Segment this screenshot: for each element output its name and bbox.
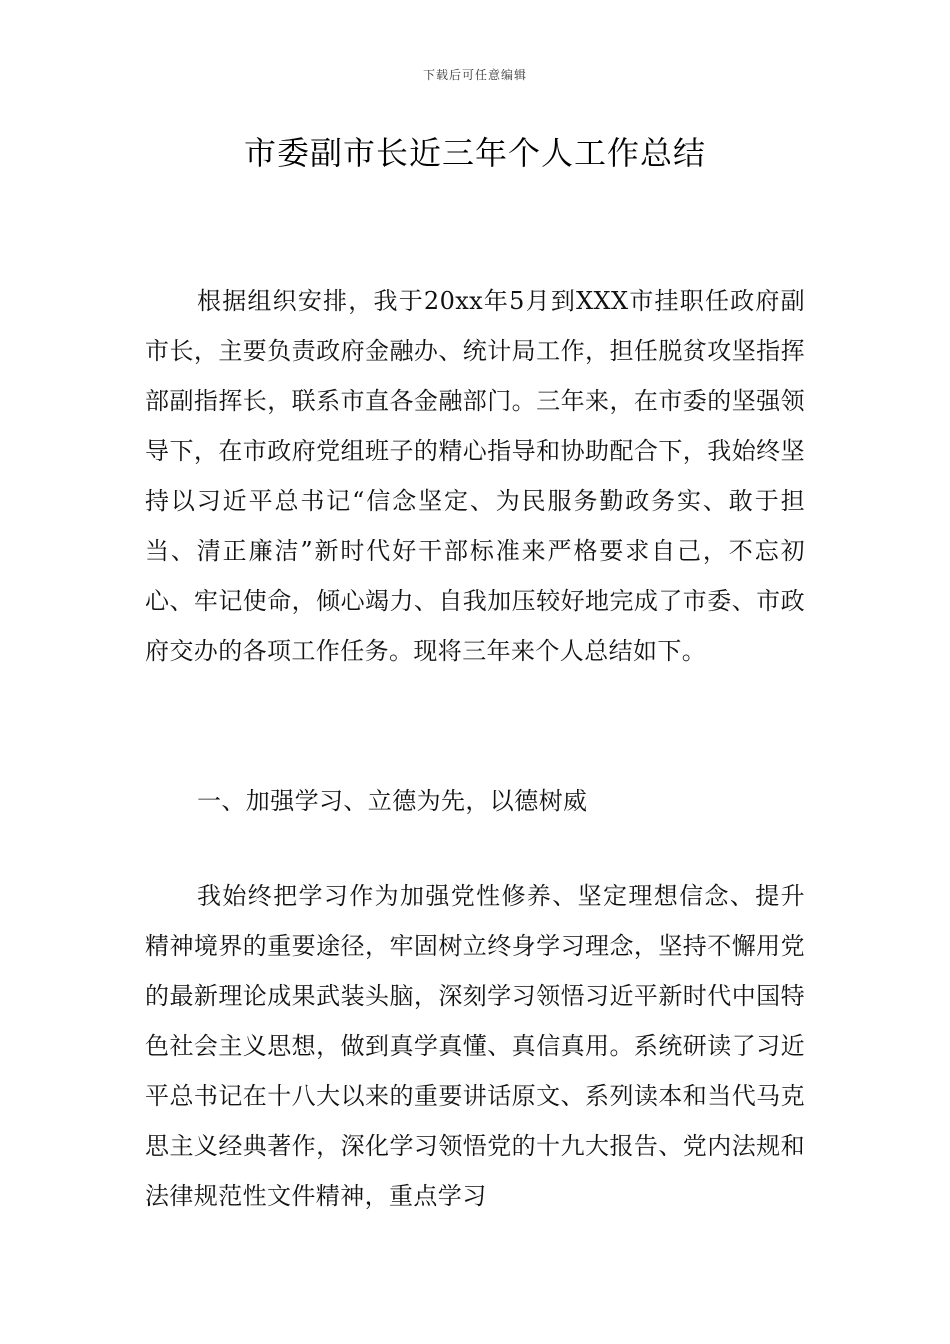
paragraph-study: 我始终把学习作为加强党性修养、坚定理想信念、提升精神境界的重要途径，牢固树立终身学习理念，坚持不懈用党的最新理论成果武装头脑，深刻学习领悟习近平新时代中国特色社会主义思想，做到真学真懂、真信真用。系统研读了习近平总书记在十八大以来的重要讲话原文、系列读本和当代马克思主义经典著作，深化学习领悟党的十九大报告、党内法规和法律规范性文件精神，重点学习 [145,882,805,1210]
header-note: 下载后可任意编辑 [422,68,527,82]
section-heading-1: 一、加强学习、立德为先，以德树威 [197,787,588,815]
document-title: 市委副市长近三年个人工作总结 [243,134,706,172]
paragraph-intro: 根据组织安排，我于20xx年5月到XXX市挂职任政府副市长，主要负责政府金融办、统计局工作，担任脱贫攻坚指挥部副指挥长，联系市直各金融部门。三年来，在市委的坚强领导下，在市政府党组班子的精心指导和协助配合下，我始终坚持以习近平总书记“信念坚定、为民服务勤政务实、敢于担当、清正廉洁”新时代好干部标准来严格要求自己，不忘初心、牢记使命，倾心竭力、自我加压较好地完成了市委、市政府交办的各项工作任务。现将三年来个人总结如下。 [145,287,805,665]
